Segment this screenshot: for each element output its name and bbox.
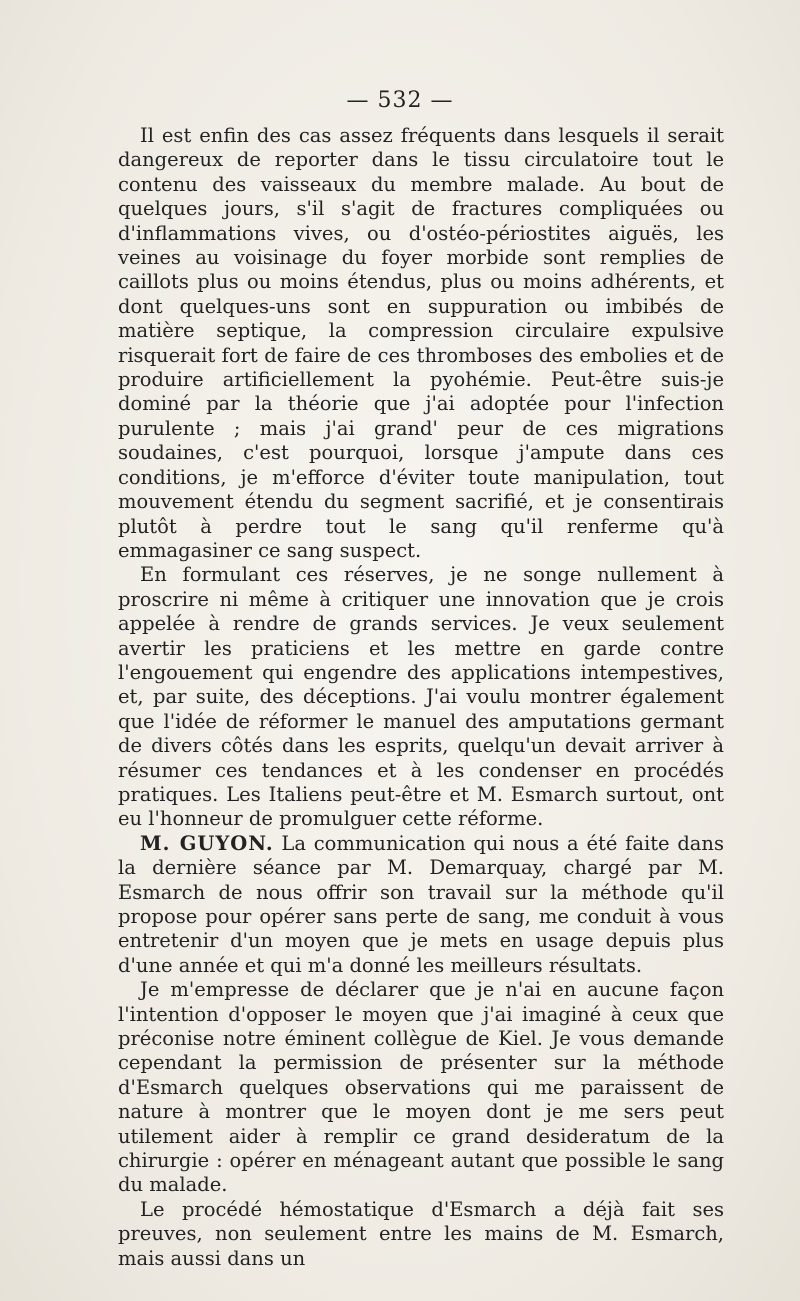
speaker-name: M. GUYON. bbox=[140, 831, 274, 855]
paragraph-text: La communication qui nous a été faite dans la dernière séance par M. Demarquay, chargé par M. Esmarch de nous offrir son travail sur la méthode qu'il propose pour opérer sans perte de sang, me conduit à vous entretenir d'un moyen que je mets en usage depuis plus d'une année et qui m'a donné les meilleurs résultats. bbox=[118, 831, 724, 977]
paragraph bbox=[118, 832, 724, 978]
paragraph-text: Il est enfin des cas assez fréquents dans lesquels il serait dangereux de reporter dans le tissu circulatoire tout le contenu des vaisseaux du membre malade. Au bout de quelques jours, s'il s'agit de fractures compliquées ou d'inflammations vives, ou d'ostéo-périostites aiguës, les veines au voisinage du foyer morbide sont remplies de caillots plus ou moins étendus, plus ou moins adhérents, et dont quelques-uns sont en suppuration ou imbibés de matière septique, la compression circulaire expulsive risquerait fort de faire de ces thromboses des embolies et de produire artificiellement la pyohémie. Peut-être suis-je dominé par la théorie que j'ai adoptée pour l'infection purulente ; mais j'ai grand' peur de ces migrations soudaines, c'est pourquoi, lorsque j'ampute dans ces conditions, je m'efforce d'éviter toute manipulation, tout mouvement étendu du segment sacrifié, et je consentirais plutôt à perdre tout le sang qu'il renferme qu'à emmagasiner ce sang suspect. bbox=[118, 124, 724, 562]
paragraph-text: Le procédé hémostatique d'Esmarch a déjà fait ses preuves, non seulement entre les mains de M. Esmarch, mais aussi dans un bbox=[118, 1197, 724, 1270]
paragraph bbox=[118, 978, 724, 1198]
paragraph bbox=[118, 563, 724, 831]
body-text bbox=[118, 124, 724, 1271]
paragraph bbox=[118, 124, 724, 563]
paragraph bbox=[118, 1198, 724, 1271]
page-number: — 532 — bbox=[346, 88, 454, 113]
paragraph-text: En formulant ces réserves, je ne songe nullement à proscrire ni même à critiquer une innovation que je crois appelée à rendre de grands services. Je veux seulement avertir les praticiens et les mettre en garde contre l'engouement qui engendre des applications intempestives, et, par suite, des déceptions. J'ai voulu montrer également que l'idée de réformer le manuel des amputations germant de divers côtés dans les esprits, quelqu'un devait arriver à résumer ces tendances et à les condenser en procédés pratiques. Les Italiens peut-être et M. Esmarch surtout, ont eu l'honneur de promulguer cette réforme. bbox=[118, 563, 724, 831]
paragraph-text: Je m'empresse de déclarer que je n'ai en aucune façon l'intention d'opposer le moyen que j'ai imaginé à ceux que préconise notre éminent collègue de Kiel. Je vous demande cependant la permission de présenter sur la méthode d'Esmarch quelques observations qui me paraissent de nature à montrer que le moyen dont je me sers peut utilement aider à remplir ce grand desideratum de la chirurgie : opérer en ménageant autant que possible le sang du malade. bbox=[118, 978, 724, 1197]
